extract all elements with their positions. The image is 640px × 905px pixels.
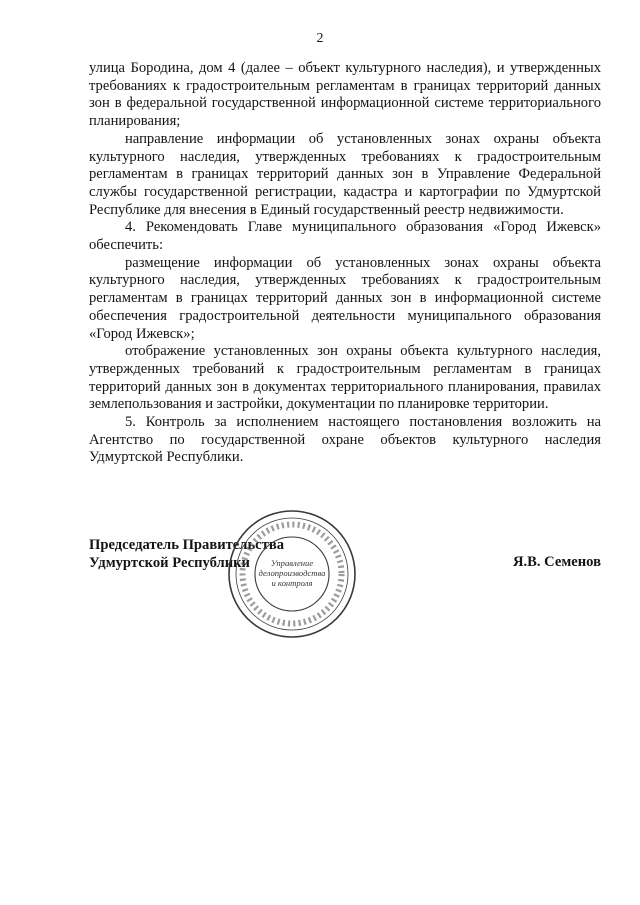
paragraph: 5. Контроль за исполнением настоящего постановления возложить на Агентство по государственной охране объектов культурного наследия Удмуртской Республики. — [89, 414, 601, 466]
signatory-title-line: Удмуртской Республики — [89, 555, 250, 571]
paragraph: 4. Рекомендовать Главе муниципального образования «Город Ижевск» обеспечить: — [89, 219, 601, 254]
paragraph: отображение установленных зон охраны объекта культурного наследия, утвержденных требований к градостроительным регламентам в границах территорий данных зон в документах территориального планирования, правилах землепользования и застройки, документации по планировке территории. — [89, 343, 601, 413]
paragraph: размещение информации об установленных зонах охраны объекта культурного наследия, утвержденных требованиях к градостроительным регламентам в границах территорий данных зон в информационной системе обеспечения градостроительной деятельности муниципального образования «Город Ижевск»; — [89, 254, 601, 342]
official-stamp — [226, 508, 358, 640]
paragraph: направление информации об установленных зонах охраны объекта культурного наследия, утвержденных требованиях к градостроительным регламентам в границах территорий данных зон в Управление Федеральной службы государственной регистрации, кадастра и картографии по Удмуртской Республике для внесения в Единый государственный реестр недвижимости. — [89, 130, 601, 218]
signatory-name: Я.В. Семенов — [512, 554, 601, 570]
signatory-title-line: Председатель Правительства — [89, 537, 285, 553]
stamp-text: и контроля — [271, 578, 313, 588]
document-body — [89, 60, 601, 467]
stamp-text: Управление — [270, 558, 314, 568]
stamp-text: делопроизводства — [258, 568, 326, 578]
page-number: 2 — [316, 31, 324, 46]
paragraph: улица Бородина, дом 4 (далее – объект культурного наследия), и утвержденных требованиях к градостроительным регламентам в границах территорий данных зон в федеральной государственной информационной системе территориального планирования; — [89, 60, 601, 130]
